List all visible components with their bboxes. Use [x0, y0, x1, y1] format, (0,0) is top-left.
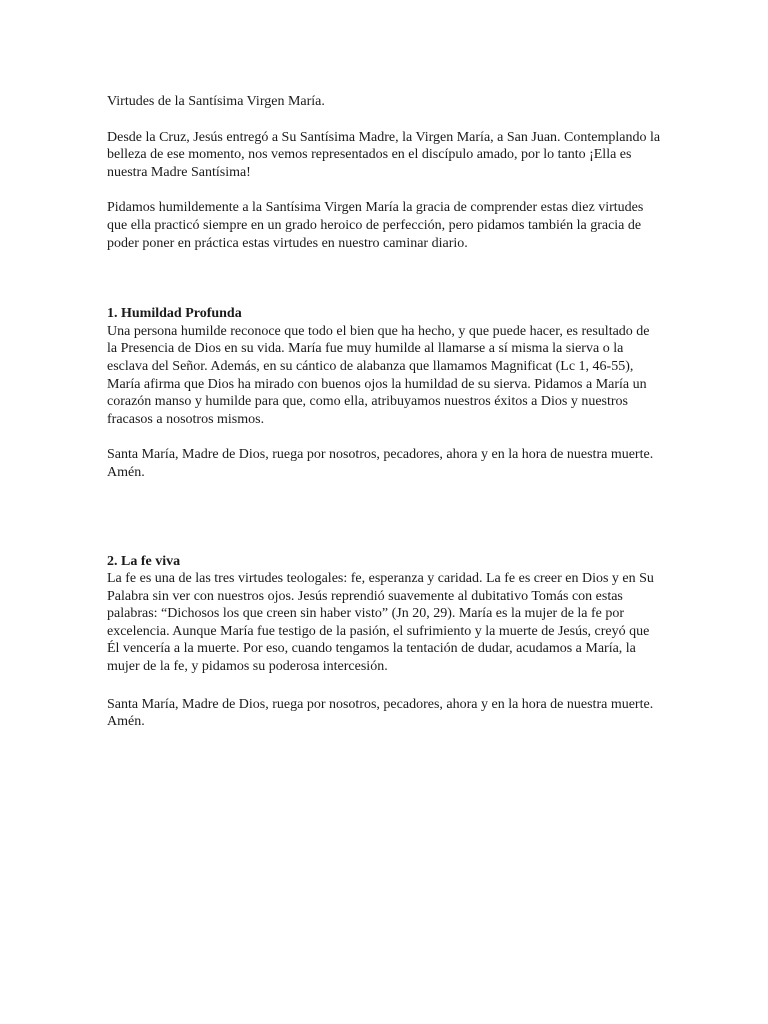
- section-heading-fe: 2. La fe viva: [107, 553, 181, 569]
- spacer: [107, 181, 663, 199]
- section-heading-humildad: 1. Humildad Profunda: [107, 306, 242, 322]
- intro-paragraph-1: Desde la Cruz, Jesús entregó a Su Santísima Madre, la Virgen María, a San Juan. Contemplando la belleza de ese momento, nos vemos representados en el discípulo amado, por lo tanto ¡Ella es nuestra Madre Santísima!: [107, 129, 661, 180]
- document-title: Virtudes de la Santísima Virgen María.: [107, 94, 325, 109]
- spacer: [107, 482, 663, 553]
- document-page: [107, 93, 663, 731]
- spacer: [107, 428, 663, 446]
- spacer: [107, 252, 663, 305]
- section-prayer-humildad: Santa María, Madre de Dios, ruega por nosotros, pecadores, ahora y en la hora de nuestra muerte. Amén.: [107, 447, 654, 480]
- spacer: [107, 676, 663, 696]
- intro-paragraph-2: Pidamos humildemente a la Santísima Virgen María la gracia de comprender estas diez virtudes que ella practicó siempre en un grado heroico de perfección, pero pidamos también la gracia de poder poner en práctica estas virtudes en nuestro caminar diario.: [107, 200, 644, 251]
- section-prayer-fe: Santa María, Madre de Dios, ruega por nosotros, pecadores, ahora y en la hora de nuestra muerte. Amén.: [107, 696, 654, 730]
- section-body-fe: La fe es una de las tres virtudes teologales: fe, esperanza y caridad. La fe es creer en Dios y en Su Palabra sin ver con nuestros ojos. Jesús reprendió suavemente al dubitativo Tomás con estas palabras: “Dichosos los que creen sin haber visto” (Jn 20, 29). María es la mujer de la fe por excelencia. Aunque María fue testigo de la pasión, el sufrimiento y la muerte de Jesús, creyó que Él vencería a la muerte. Por eso, cuando tengamos la tentación de dudar, acudamos a María, la mujer de la fe, y pidamos su poderosa intercesión.: [107, 571, 654, 675]
- section-body-humildad: Una persona humilde reconoce que todo el bien que ha hecho, y que puede hacer, es resultado de la Presencia de Dios en su vida. María fue muy humilde al llamarse a sí misma la sierva o la esclava del Señor. Además, en su cántico de alabanza que llamamos Magnificat (Lc 1, 46-55), María afirma que Dios ha mirado con buenos ojos la humildad de su sierva. Pidamos a María un corazón manso y humilde para que, como ella, atribuyamos nuestros éxitos a Dios y nuestros fracasos a nosotros mismos.: [107, 323, 650, 427]
- spacer: [107, 111, 663, 129]
